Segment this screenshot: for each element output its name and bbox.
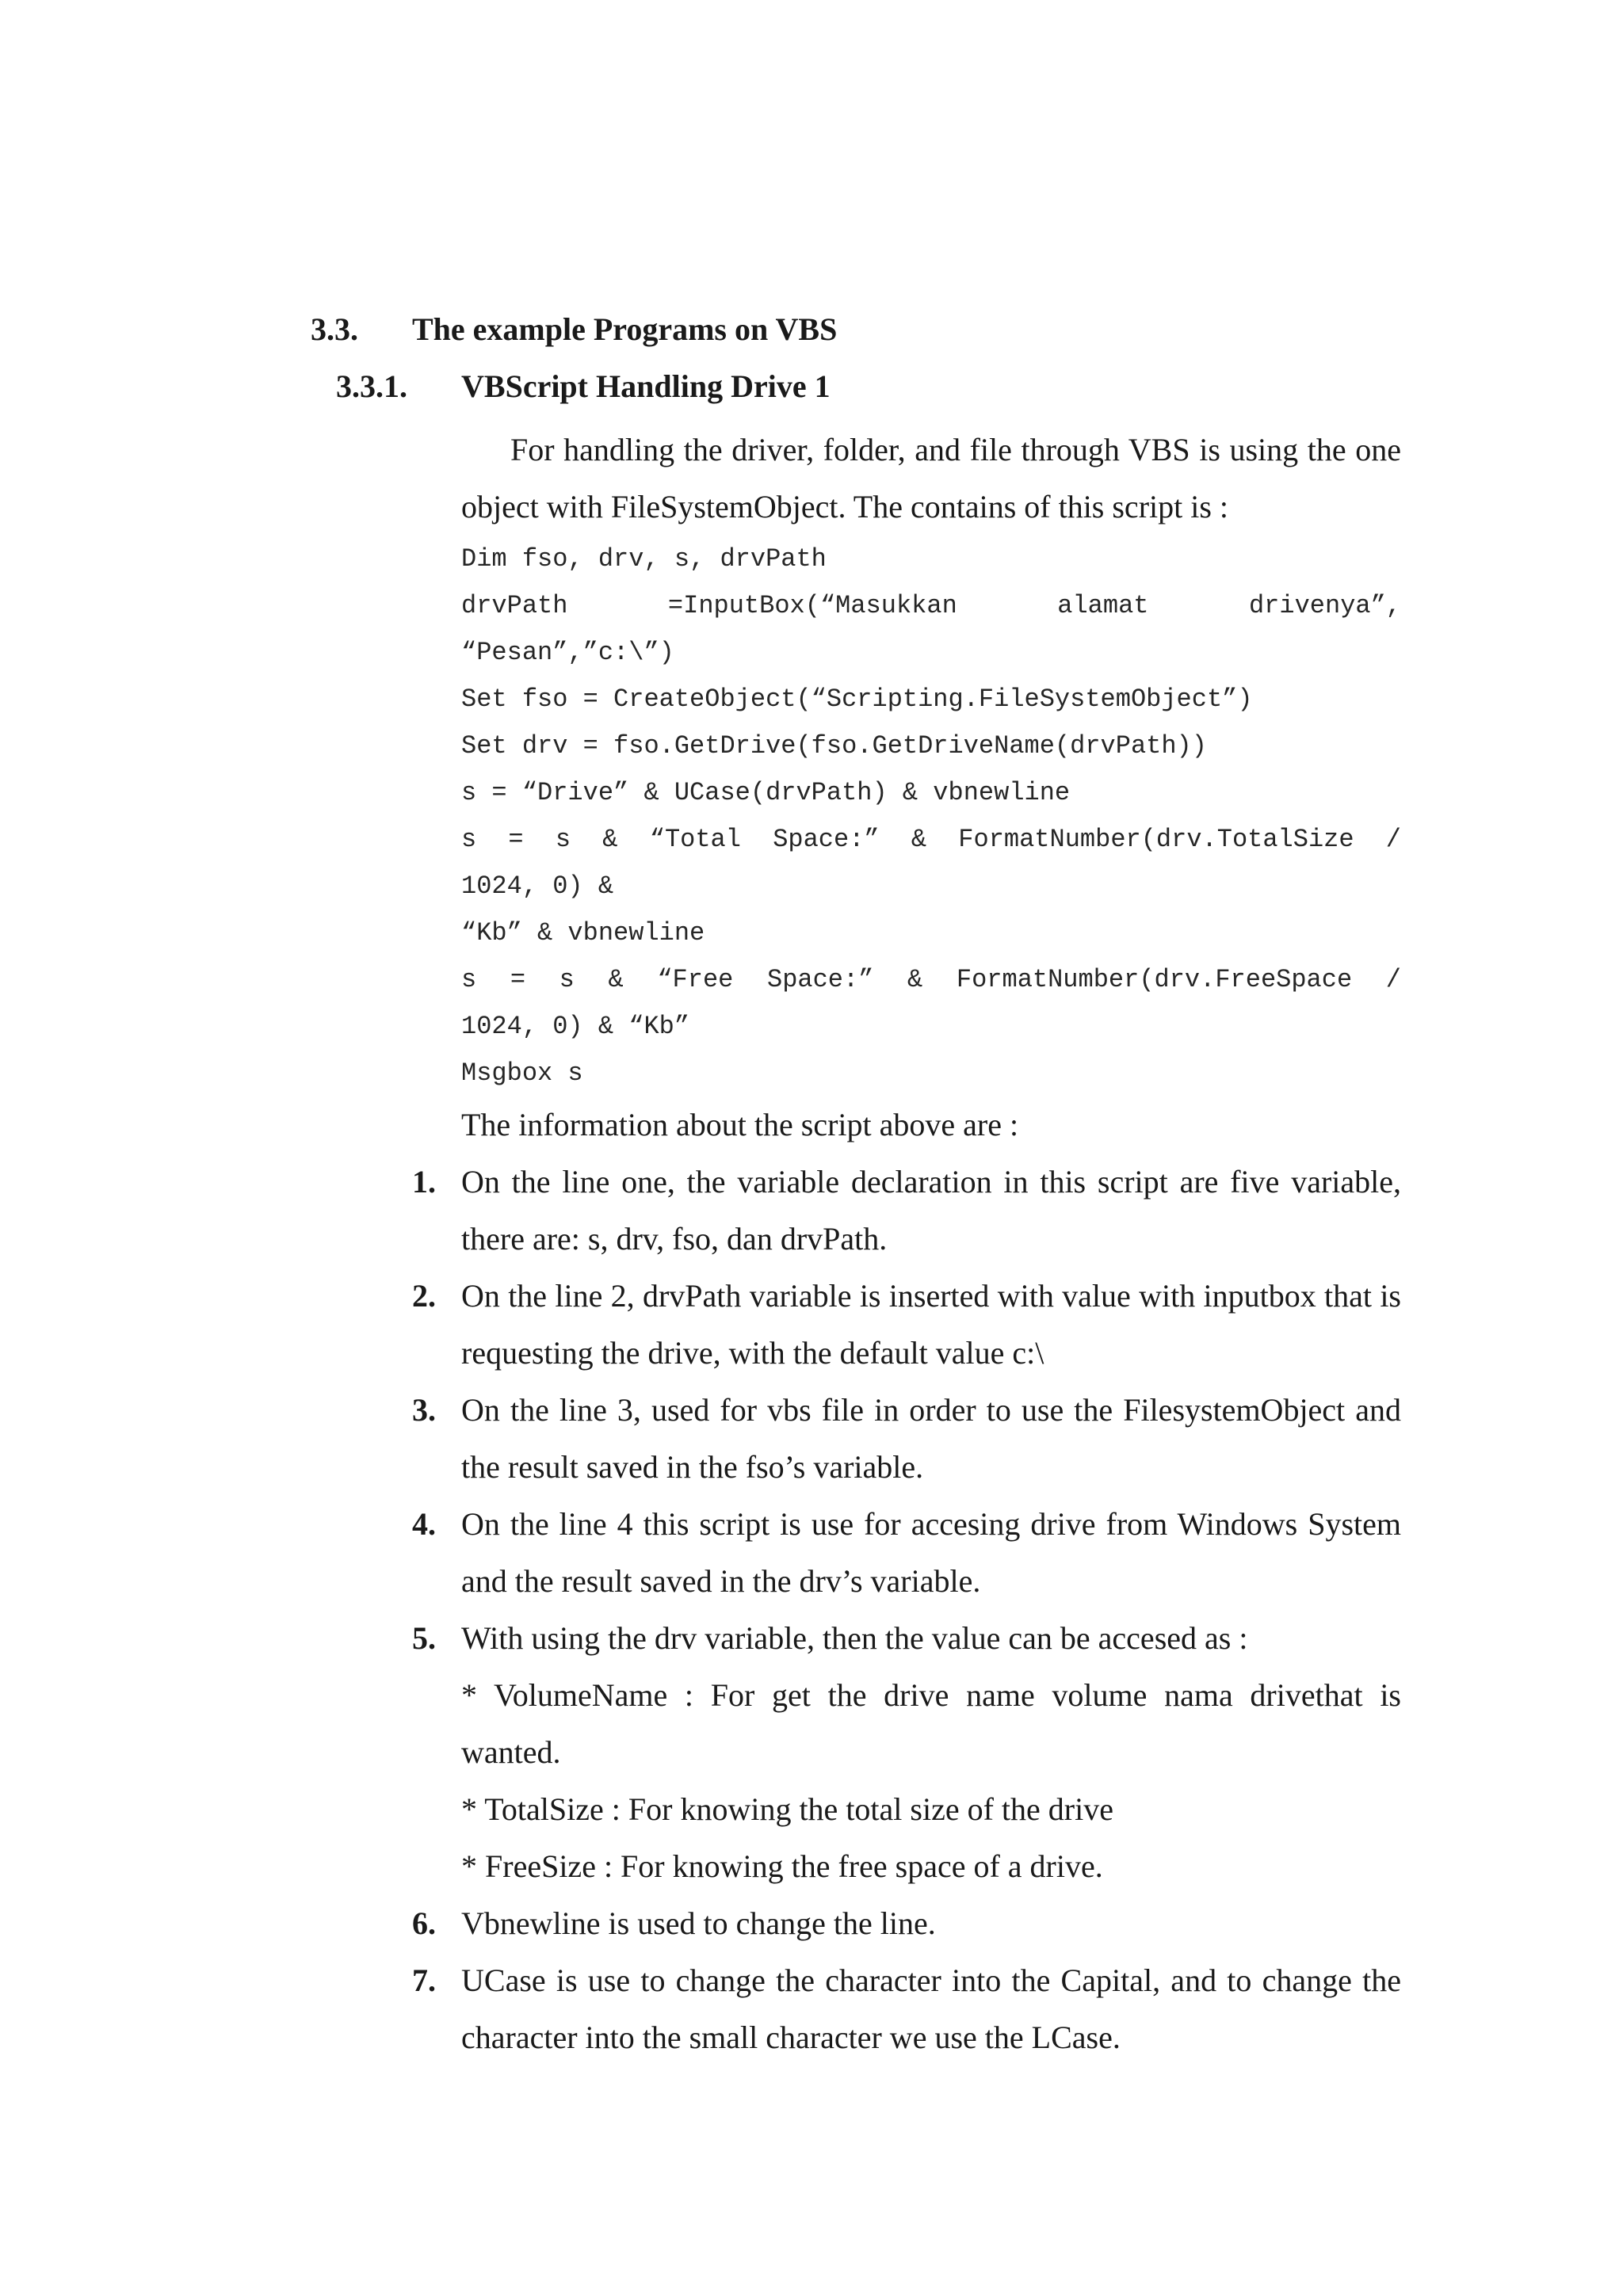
list-item-text: On the line 3, used for vbs file in order to use the FilesystemObject and the result saved in the fso’s variable. — [461, 1392, 1401, 1485]
code-block — [461, 536, 1401, 1097]
code-line: Dim fso, drv, s, drvPath — [461, 544, 827, 574]
list-marker: 7. — [412, 1962, 436, 1998]
code-line: 1024, 0) & “Kb” — [461, 1012, 690, 1041]
section-title: The example Programs on VBS — [412, 311, 838, 347]
info-intro: The information about the script above are : — [461, 1107, 1019, 1142]
subsection-title: VBScript Handling Drive 1 — [461, 368, 831, 404]
list-item — [412, 1952, 1401, 2066]
info-list — [412, 1154, 1401, 2066]
list-item — [412, 1382, 1401, 1496]
list-item-text: On the line one, the variable declaration in this script are five variable, there are: s, drv, fso, dan drvPath. — [461, 1164, 1401, 1257]
list-item — [412, 1610, 1401, 1895]
sub-item-volumename: * VolumeName : For get the drive name volume nama drivethat is wanted. — [461, 1677, 1401, 1770]
list-item — [412, 1268, 1401, 1382]
list-item — [412, 1154, 1401, 1268]
section-number: 3.3. — [311, 311, 358, 347]
subsection-number: 3.3.1. — [336, 368, 407, 404]
list-marker: 4. — [412, 1506, 436, 1542]
sub-item-freesize: * FreeSize : For knowing the free space of a drive. — [461, 1848, 1103, 1884]
sub-item-totalsize: * TotalSize : For knowing the total size of the drive — [461, 1791, 1113, 1827]
code-line: s = “Drive” & UCase(drvPath) & vbnewline — [461, 778, 1071, 807]
code-line: Msgbox s — [461, 1058, 583, 1088]
code-line: Set drv = fso.GetDrive(fso.GetDriveName(drvPath)) — [461, 731, 1207, 761]
code-line: Set fso = CreateObject(“Scripting.FileSystemObject”) — [461, 685, 1253, 714]
code-line: s = s & “Free Space:” & FormatNumber(drv.FreeSpace / — [461, 965, 1401, 994]
list-marker: 3. — [412, 1392, 436, 1428]
list-marker: 1. — [412, 1164, 436, 1199]
list-item — [412, 1895, 1401, 1952]
code-line: 1024, 0) & — [461, 871, 614, 901]
list-marker: 2. — [412, 1278, 436, 1314]
main-content — [412, 421, 1401, 2066]
intro-paragraph: For handling the driver, folder, and file through VBS is using the one object with FileSystemObject. The contains of this script is : — [461, 432, 1401, 524]
list-item — [412, 1496, 1401, 1610]
list-marker: 5. — [412, 1620, 436, 1656]
code-line: “Pesan”,”c:\”) — [461, 638, 674, 667]
list-item-text: With using the drv variable, then the value can be accesed as : — [461, 1620, 1248, 1656]
code-line: “Kb” & vbnewline — [461, 918, 705, 948]
list-item-text: UCase is use to change the character into the Capital, and to change the character into the small character we use the LCase. — [461, 1962, 1401, 2055]
code-line: s = s & “Total Space:” & FormatNumber(drv.TotalSize / — [461, 825, 1401, 854]
code-line: drvPath =InputBox(“Masukkan alamat drivenya”, — [461, 591, 1401, 620]
list-item-text: On the line 4 this script is use for accesing drive from Windows System and the result saved in the drv’s variable. — [461, 1506, 1401, 1599]
list-marker: 6. — [412, 1905, 436, 1941]
list-item-text: Vbnewline is used to change the line. — [461, 1905, 936, 1941]
list-item-text: On the line 2, drvPath variable is inserted with value with inputbox that is requesting the drive, with the default value c:\ — [461, 1278, 1401, 1371]
